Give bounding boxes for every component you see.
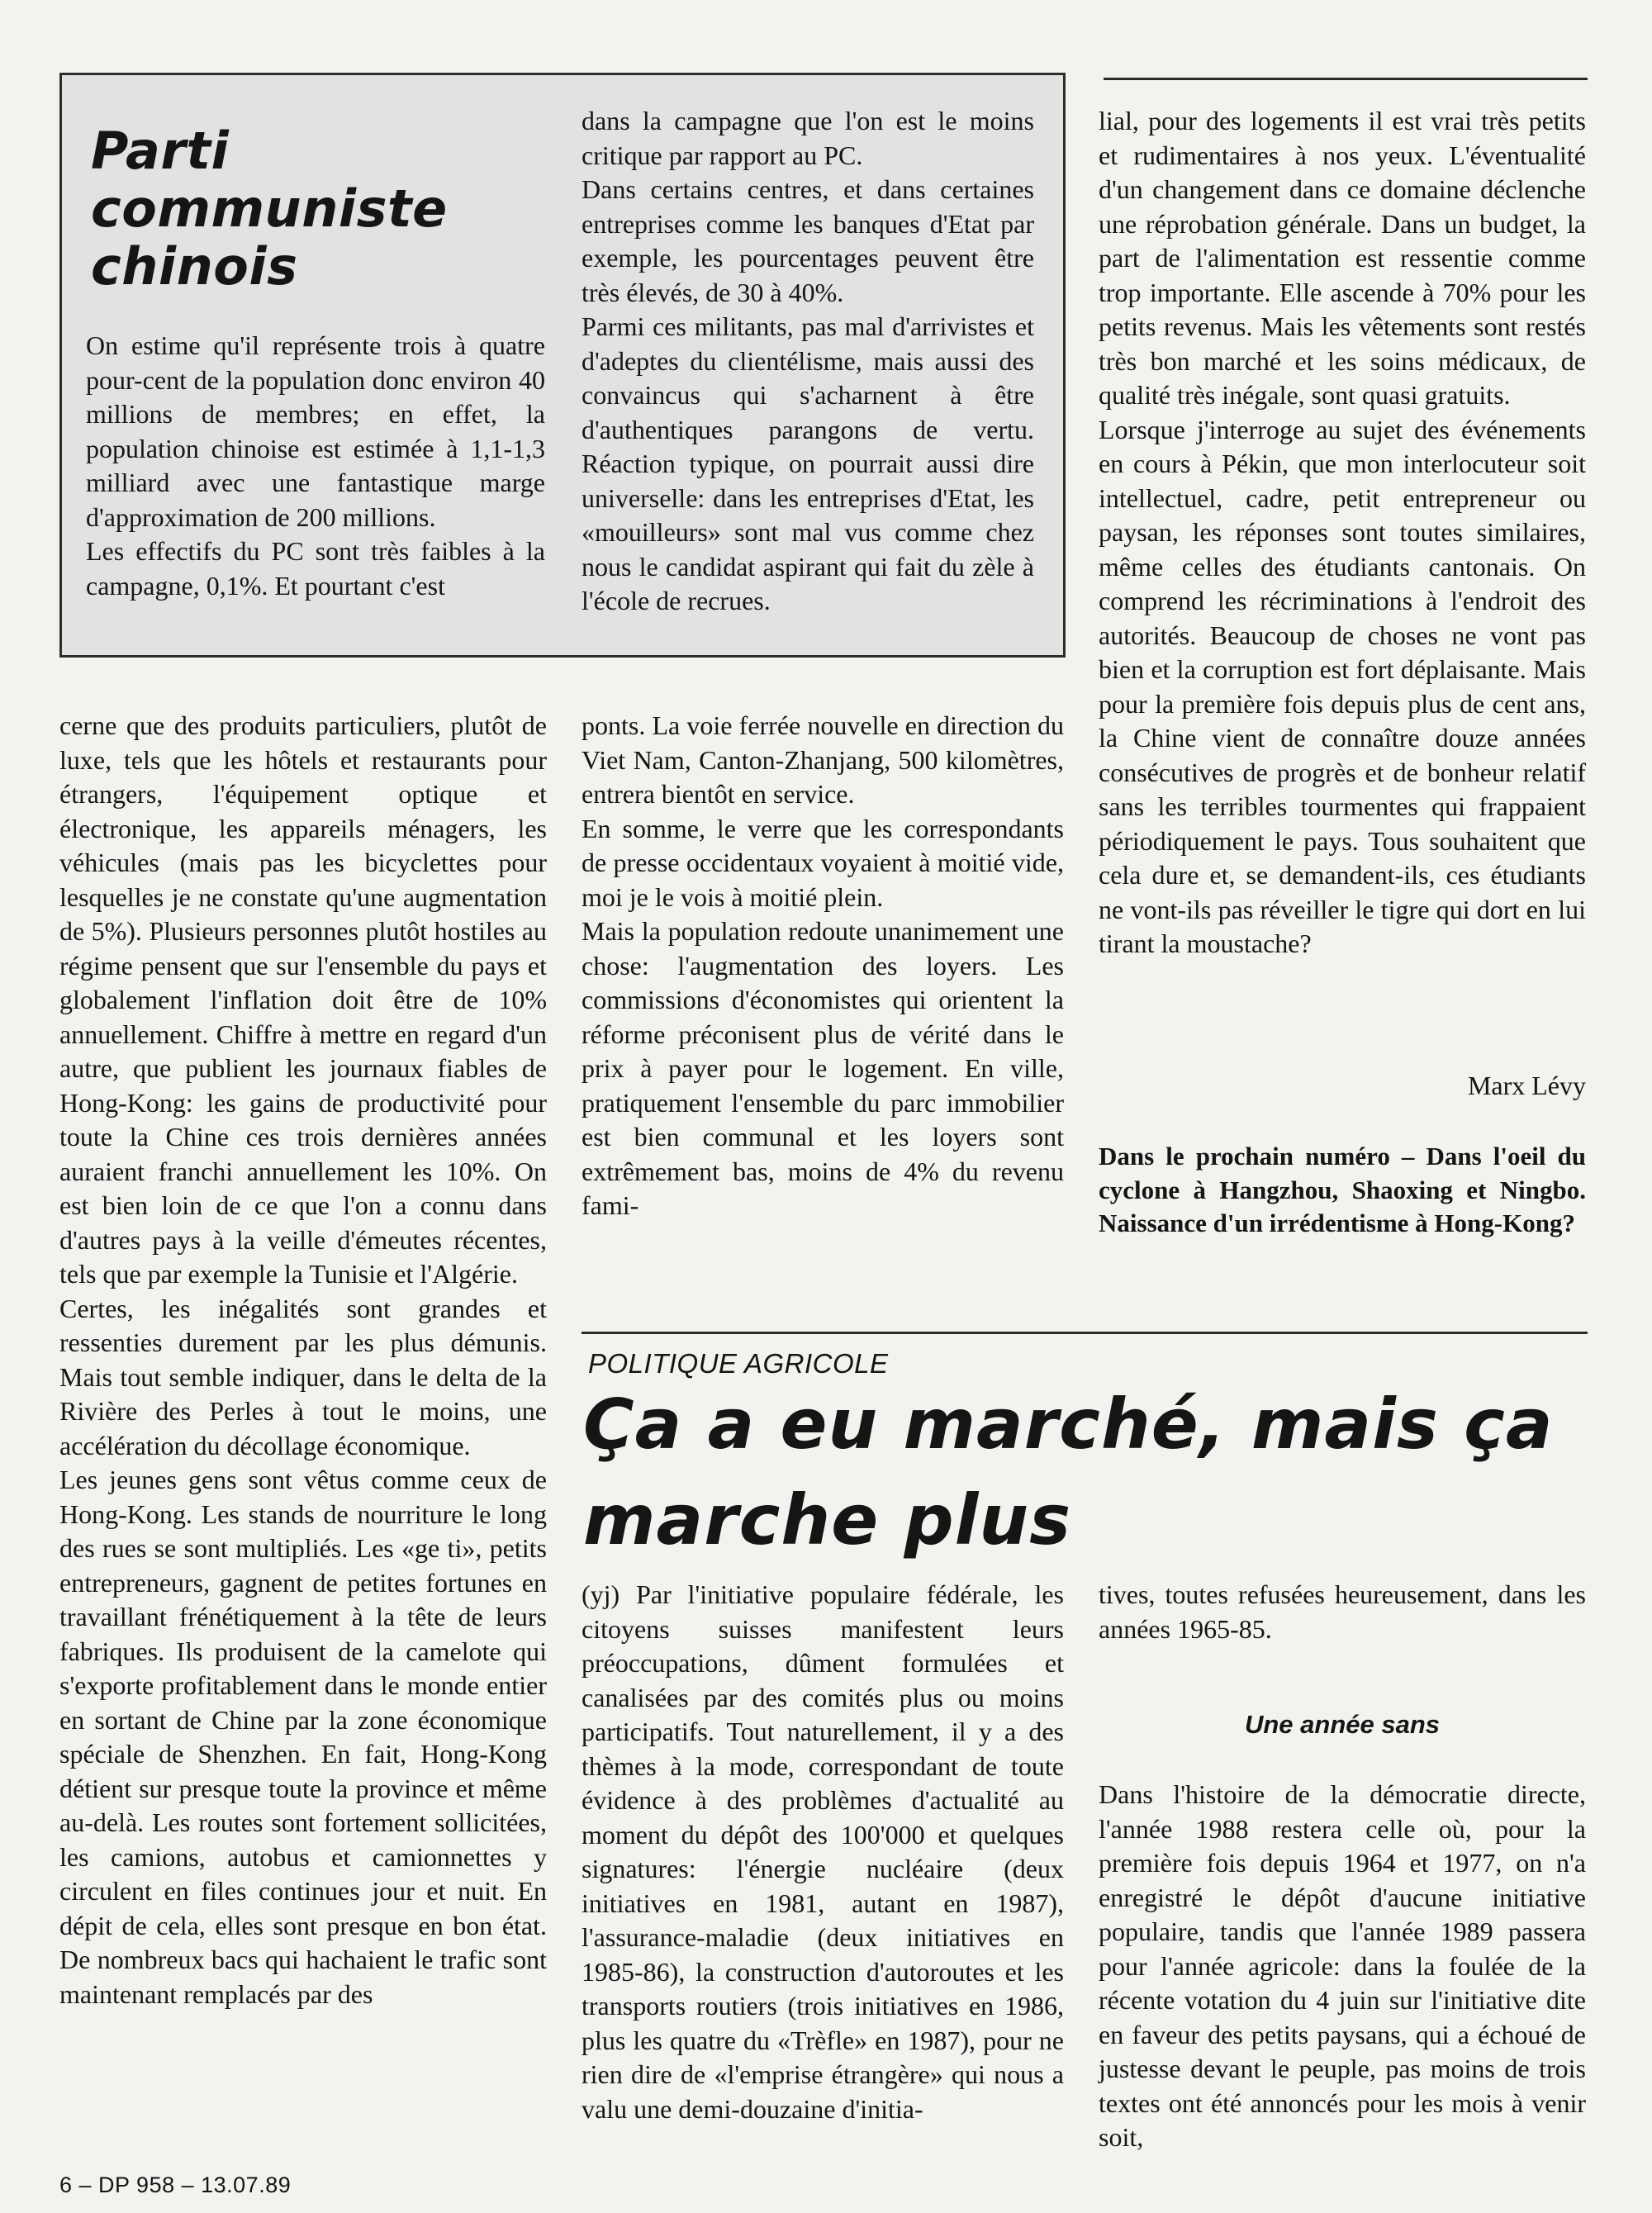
paragraph: lial, pour des logements il est vrai très petits et rudimentaires à nos yeux. L'éventualité d'un changement dans ce domaine déclenche une réprobation générale. Dans un budget, la part de l'alimentation est ressentie comme trop importante. Elle ascende à 70% pour les petits revenus. Mais les vêtements sont restés très bon marché et les soins médicaux, de qualité très inégale, sont quasi gratuits. [1099, 106, 1586, 410]
article2-column-1 [582, 1578, 1064, 2126]
paragraph: Parmi ces militants, pas mal d'arrivistes et d'adeptes du clientélisme, mais aussi des convaincus qui s'acharnent à être d'authentiques parangons de vertu. Réaction typique, on pourrait aussi dire universelle: dans les entreprises d'Etat, les «mouilleurs» sont mal vus comme chez nous le candidat aspirant qui fait du zèle à l'école de recrues. [582, 311, 1034, 615]
paragraph: (yj) Par l'initiative populaire fédérale, les citoyens suisses manifestent leurs préoccupations, dûment formulées et canalisées par des comités plus ou moins participatifs. Tout naturellement, il y a des thèmes à la mode, correspondant de toute évidence à des problèmes d'actualité au moment du dépôt des 100'000 et quelques signatures: l'énergie nucléaire (deux initiatives en 1981, autant en 1987), l'assurance-maladie (deux initiatives en 1985-86), la construction d'autoroutes et les transports routiers (trois initiatives en 1986, plus les quatre du «Trèfle» en 1987), pour ne rien dire de «l'emprise étrangère» qui nous a valu une demi-douzaine d'initia- [582, 1579, 1064, 2124]
paragraph: tives, toutes refusées heureusement, dans les années 1965-85. [1099, 1579, 1586, 1644]
sidebar-column-1 [86, 329, 545, 603]
author-signature: Marx Lévy [1467, 1071, 1586, 1100]
sidebar-title: Parti communiste chinois [91, 121, 448, 297]
article-subhead: Une année sans [1244, 1710, 1441, 1739]
paragraph: En somme, le verre que les correspondants de presse occidentaux voyaient à moitié vide, moi je le vois à moitié plein. [582, 813, 1064, 912]
paragraph: Certes, les inégalités sont grandes et ressenties durement par les plus démunis. Mais tout semble indiquer, dans le delta de la Rivière des Perles à tout le moins, une accélération du décollage économique. [59, 1293, 547, 1460]
paragraph: dans la campagne que l'on est le moins critique par rapport au PC. [582, 106, 1034, 170]
article-kicker: POLITIQUE AGRICOLE [588, 1348, 889, 1379]
next-issue-note: Dans le prochain numéro – Dans l'oeil du cyclone à Hangzhou, Shaoxing et Ningbo. Naissance d'un irrédentisme à Hong-Kong? [1099, 1142, 1586, 1237]
paragraph: Dans l'histoire de la démocratie directe, l'année 1988 restera celle où, pour la première fois depuis 1964 et 1977, on n'a enregistré le dépôt d'aucune initiative populaire, tandis que l'année 1989 passera pour l'année agricole: dans la foulée de la récente votation du 4 juin sur l'initiative dite en faveur des petits paysans, qui a échoué de justesse devant le peuple, pas moins de trois textes ont été annoncés pour les mois à venir soit, [1099, 1779, 1586, 2152]
article2-column-2-top [1099, 1578, 1586, 1646]
paragraph: Mais la population redoute unanimement une chose: l'augmentation des loyers. Les commissions d'économistes qui orientent la réforme préconisent plus de vérité dans le prix à payer pour le logement. En ville, pratiquement l'ensemble du parc immobilier est bien communal et les loyers sont extrêmement bas, moins de 4% du revenu fami- [582, 916, 1064, 1220]
column-rule [1104, 78, 1588, 80]
paragraph: Dans certains centres, et dans certaines entreprises comme les banques d'Etat par exemple, les pourcentages peuvent être très élevés, de 30 à 40%. [582, 174, 1034, 307]
paragraph: On estime qu'il représente trois à quatre pour-cent de la population donc environ 40 millions de membres; en effet, la population chinoise est estimée à 1,1-1,3 milliard avec une fantastique marge d'approximation de 200 millions. [86, 330, 545, 532]
article-headline: Ça a eu marché, mais ça marche plus [583, 1384, 1554, 1560]
paragraph: Les effectifs du PC sont très faibles à la campagne, 0,1%. Et pourtant c'est [86, 536, 545, 601]
sidebar-column-2 [582, 104, 1034, 619]
article2-column-2-bottom [1099, 1778, 1586, 2155]
article1-column-3 [1099, 104, 1586, 962]
section-rule [582, 1332, 1588, 1334]
article1-column-2 [582, 709, 1064, 1223]
article1-column-1 [59, 709, 547, 2011]
paragraph: cerne que des produits particuliers, plutôt de luxe, tels que les hôtels et restaurants pour étrangers, l'équipement optique et électronique, les appareils ménagers, les véhicules (mais pas les bicyclettes pour lesquelles je ne constate qu'une augmentation de 5%). Plusieurs personnes plutôt hostiles au régime pensent que sur l'ensemble du pays et globalement l'inflation doit être de 10% annuellement. Chiffre à mettre en regard d'un autre, que publient les journaux fiables de Hong-Kong: les gains de productivité pour toute la Chine ces trois dernières années auraient franchi annuellement les 10%. On est bien loin de ce que l'on a connu dans d'autres pays à la veille d'émeutes récentes, tels que par exemple la Tunisie et l'Algérie. [59, 710, 547, 1289]
page-folio: 6 – DP 958 – 13.07.89 [59, 2173, 292, 2197]
paragraph: Lorsque j'interroge au sujet des événements en cours à Pékin, que mon interlocuteur soit intellectuel, cadre, petit entrepreneur ou paysan, les réponses sont toutes similaires, même celles des étudiants cantonais. On comprend les récriminations à l'endroit des autorités. Beaucoup de choses ne vont pas bien et la corruption est fort déplaisante. Mais pour la première fois depuis plus de cent ans, la Chine vient de connaître douze années consécutives de progrès et de bonheur relatif sans les terribles tourmentes qui frappaient périodiquement le pays. Tous souhaitent que cela dure et, se demandent-ils, ces étudiants ne vont-ils pas réveiller le tigre qui dort en lui tirant la moustache? [1099, 414, 1586, 958]
paragraph: ponts. La voie ferrée nouvelle en direction du Viet Nam, Canton-Zhanjang, 500 kilomètres, entrera bientôt en service. [582, 710, 1064, 809]
paragraph: Les jeunes gens sont vêtus comme ceux de Hong-Kong. Les stands de nourriture le long des rues se sont multipliés. Les «ge ti», petits entrepreneurs, gagnent de petites fortunes en travaillant frénétiquement à la tête de leurs fabriques. Ils produisent de la camelote qui s'exporte profitablement dans le monde entier en sortant de Chine par la zone économique spéciale de Shenzhen. En fait, Hong-Kong détient sur presque toute la province et même au-delà. Les routes sont fortement sollicitées, les camions, autobus et camionnettes y circulent en files continues jour et nuit. En dépit de cela, elles sont presque en bon état. De nombreux bacs qui hachaient le trafic sont maintenant remplacés par des [59, 1465, 547, 2009]
